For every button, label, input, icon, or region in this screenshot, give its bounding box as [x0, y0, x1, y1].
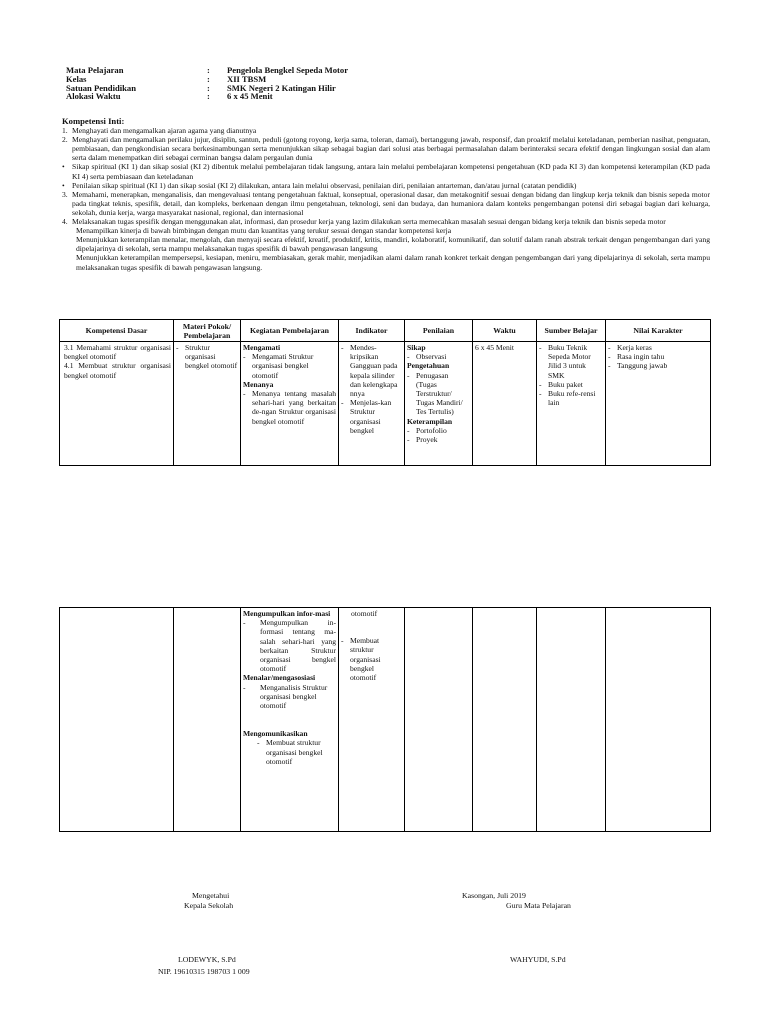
- cell-kd: [60, 342, 174, 466]
- list-item: [243, 618, 336, 673]
- kd-3-1: 3.1 Memahami struktur organisasi bengkel otomotif: [64, 343, 171, 362]
- activity-text: Menganalisis Struktur organisasi bengkel otomotif: [260, 682, 328, 711]
- ki-text: Menghayati dan mengamalkan perilaku jujur, disiplin, santun, peduli (gotong royong, kerja sama, toleran, damai), bertanggung jawab, responsif, dan proaktif melalui keteladanan, pemberian nasihat, penguatan, pembiasaan, dan pengkondisian secara berkesinambungan serta menunjukkan sikap sebagai bagian dari solusi atas berbagai permasalahan dalam berinteraksi secara efektif dengan lingkungan sosial dan alam serta dalam menempatkan diri sebagai cerminan bangsa dalam pergaulan dunia: [72, 135, 710, 163]
- list-item: [407, 352, 470, 361]
- dash-icon: -: [243, 682, 246, 692]
- info-colon: :: [207, 91, 210, 102]
- ki-item-4: [62, 217, 710, 226]
- cell-kegiatan: [241, 342, 339, 466]
- list-item: [243, 683, 336, 711]
- teacher-name-block: [510, 955, 566, 965]
- info-value: Pengelola Bengkel Sepeda Motor: [227, 65, 349, 75]
- signature-role: Guru Mata Pelajaran: [506, 901, 571, 910]
- info-value: 6 x 45 Menit: [227, 91, 273, 102]
- header-penilaian: Penilaian: [405, 320, 473, 342]
- lesson-plan-table-continued: [59, 607, 711, 832]
- principal-signature-block: [184, 891, 234, 911]
- bullet-icon: •: [62, 162, 65, 172]
- header-kompetensi-dasar: Kompetensi Dasar: [60, 320, 174, 342]
- cell-waktu: [473, 608, 537, 832]
- ki-text: Sikap spiritual (KI 1) dan sikap sosial (KI 2) dibentuk melalui pembelajaran tidak langsung, antara lain melalui pembelajaran kompetensi pengetahuan (KD pada KI 3) dan kompetensi keterampilan (KD pada KI 4) serta pembiasaan dan keteladanan: [72, 162, 710, 181]
- dash-icon: -: [407, 370, 410, 380]
- info-row-time: [66, 92, 348, 101]
- core-competencies: [62, 117, 710, 272]
- ki-item-3: [62, 190, 710, 217]
- info-value: XII TBSM: [227, 73, 267, 84]
- source-text: Buku paket: [548, 379, 583, 389]
- activity-heading: Menanya: [243, 379, 274, 389]
- ki-text: Menghayati dan mengamalkan ajaran agama yang dianutnya: [72, 126, 257, 136]
- subject-info: [66, 66, 348, 101]
- value-text: Tanggung jawab: [617, 361, 668, 371]
- list-item: [341, 398, 402, 435]
- cell-kegiatan: [241, 608, 339, 832]
- cell-materi: [174, 342, 241, 466]
- header-kegiatan: Kegiatan Pembelajaran: [241, 320, 339, 342]
- signature-role: Kepala Sekolah: [184, 901, 234, 910]
- cell-nilai: [606, 342, 711, 466]
- list-item: [608, 361, 708, 370]
- list-item: [539, 380, 603, 389]
- ki-number: 3.: [62, 189, 68, 199]
- dash-icon: -: [539, 389, 542, 399]
- dash-icon: -: [407, 425, 410, 435]
- assessment-text: Observasi: [416, 352, 447, 362]
- ki-bullet-1: [62, 162, 710, 180]
- teacher-signature-block: [462, 891, 571, 911]
- ki-paragraph-1: Menampilkan kinerja di bawah bimbingan dengan mutu dan kuantitas yang terukur sesuai dengan standar kompetensi kerja: [76, 226, 452, 236]
- cell-sumber: [537, 608, 606, 832]
- assessment-text: Penugasan (Tugas Terstruktur/ Tugas Mandiri/ Tes Tertulis): [416, 370, 463, 417]
- table-header-row: [60, 320, 711, 342]
- activity-heading: Mengumpulkan infor-masi: [243, 609, 331, 618]
- list-item: [341, 636, 402, 682]
- assessment-text: Portofolio: [416, 425, 447, 435]
- assessment-heading: Sikap: [407, 343, 426, 352]
- list-item: [341, 343, 402, 398]
- principal-nip-block: [158, 967, 250, 977]
- table-row: [60, 342, 711, 466]
- header-sumber: Sumber Belajar: [537, 320, 606, 342]
- ki-bullet-2: [62, 181, 710, 190]
- assessment-heading: Pengetahuan: [407, 361, 450, 371]
- principal-name-block: [178, 955, 236, 965]
- dash-icon: -: [608, 352, 611, 362]
- header-indikator: Indikator: [339, 320, 405, 342]
- dash-icon: -: [176, 343, 179, 352]
- activity-heading: Mengomunikasikan: [243, 729, 308, 739]
- dash-icon: -: [539, 343, 542, 352]
- ki-number: 2.: [62, 135, 68, 145]
- signature-place-date: Kasongan, Juli 2019: [462, 891, 526, 900]
- dash-icon: -: [257, 738, 260, 748]
- info-colon: :: [207, 65, 210, 75]
- info-colon: :: [207, 82, 210, 93]
- cell-penilaian: [405, 342, 473, 466]
- list-item: [407, 426, 470, 435]
- cell-penilaian: [405, 608, 473, 832]
- dash-icon: -: [608, 343, 611, 352]
- cell-waktu: 6 x 45 Menit: [473, 342, 537, 466]
- dash-icon: -: [407, 435, 410, 445]
- dash-icon: -: [341, 398, 344, 408]
- indicator-text: Menjelas-kan Struktur organisasi bengkel: [350, 398, 392, 435]
- activity-text: Mengumpulkan in-formasi tentang ma-salah sehari-hari yang berkaitan Struktur organisasi bengkel otomotif: [260, 618, 336, 674]
- teacher-name: WAHYUDI, S.Pd: [510, 955, 566, 964]
- cell-kd: [60, 608, 174, 832]
- indicator-text: otomotif: [351, 609, 378, 618]
- info-label: Mata Pelajaran: [66, 65, 124, 75]
- value-text: Rasa ingin tahu: [617, 352, 665, 362]
- info-label: Kelas: [66, 73, 87, 84]
- list-item: [539, 389, 603, 407]
- source-text: Buku Teknik Sepeda Motor Jilid 3 untuk SMK: [548, 343, 591, 380]
- header-materi: Materi Pokok/ Pembelajaran: [174, 320, 241, 342]
- principal-name: LODEWYK, S.Pd: [178, 955, 236, 964]
- indicator-text: Mendes-kripsikan Gangguan pada kepala silinder dan kelengkapa nnya: [350, 343, 398, 399]
- ki-item-1: [62, 126, 710, 135]
- list-item: [608, 343, 708, 352]
- spacer: [341, 618, 402, 636]
- dash-icon: -: [608, 361, 611, 371]
- cell-sumber: [537, 342, 606, 466]
- cell-nilai: [606, 608, 711, 832]
- dash-icon: -: [341, 636, 344, 646]
- ki-number: 1.: [62, 126, 68, 136]
- dash-icon: -: [341, 343, 344, 352]
- activity-heading: Menalar/mengasosiasi: [243, 673, 316, 683]
- ki-title: Kompetensi Inti:: [62, 116, 125, 126]
- indicator-text: Membuat struktur organisasi bengkel otomotif: [350, 636, 381, 683]
- activity-heading: Mengamati: [243, 343, 281, 352]
- list-item: [243, 738, 336, 766]
- info-label: Alokasi Waktu: [66, 91, 121, 102]
- list-item: [176, 343, 238, 371]
- list-item: [407, 435, 470, 444]
- lesson-plan-table: [59, 319, 711, 466]
- table-row: [60, 608, 711, 832]
- list-item: [243, 352, 336, 380]
- header-waktu: Waktu: [473, 320, 537, 342]
- ki-paragraph-3: Menunjukkan keterampilan mempersepsi, kesiapan, meniru, membiasakan, gerak mahir, menjadikan alami dalam ranah konkret terkait dengan pengembangan dari yang dipelajarinya di sekolah, serta mampu melaksanakan tugas spesifik di bawah pengawasan langsung.: [76, 253, 710, 272]
- info-colon: :: [207, 73, 210, 84]
- assessment-text: Proyek: [416, 435, 438, 445]
- ki-text: Melaksanakan tugas spesifik dengan menggunakan alat, informasi, dan prosedur kerja yang lazim dilakukan serta memecahkan masalah sesuai dengan bidang kerja teknik dan bisnis sepeda motor: [72, 217, 666, 227]
- cell-indikator: [339, 342, 405, 466]
- bullet-icon: •: [62, 180, 65, 190]
- spacer: [243, 710, 336, 729]
- dash-icon: -: [539, 379, 542, 389]
- cell-indikator: [339, 608, 405, 832]
- cell-materi: [174, 608, 241, 832]
- ki-paragraph-2: Menunjukkan keterampilan menalar, mengolah, dan menyaji secara efektif, kreatif, produktif, kritis, mandiri, kolaboratif, komunikatif, dan solutif dalam ranah abstrak terkait dengan pengembangan dari yang dipelajarinya di sekolah, serta mampu melaksanakan tugas spesifik di bawah pengawasan langsung: [76, 235, 710, 254]
- info-value: SMK Negeri 2 Katingan Hilir: [227, 82, 336, 93]
- dash-icon: -: [243, 389, 246, 399]
- list-item: [539, 343, 603, 380]
- dash-icon: -: [407, 352, 410, 362]
- list-item: [608, 352, 708, 361]
- ki-item-2: [62, 135, 710, 162]
- list-item: [243, 389, 336, 426]
- header-nilai: Nilai Karakter: [606, 320, 711, 342]
- activity-text: Menanya tentang masalah sehari-hari yang berkaitan de-ngan Struktur organisasi bengkel otomotif: [252, 389, 336, 426]
- source-text: Buku refe-rensi lain: [548, 389, 596, 408]
- list-item: [407, 371, 470, 417]
- value-text: Kerja keras: [617, 343, 652, 352]
- principal-nip: NIP. 19610315 198703 1 009: [158, 967, 250, 976]
- dash-icon: -: [243, 352, 246, 362]
- info-label: Satuan Pendidikan: [66, 82, 136, 93]
- ki-text: Memahami, menerapkan, menganalisis, dan mengevaluasi tentang pengetahuan faktual, konseptual, operasional dasar, dan metakognitif sesuai dengan bidang dan lingkup kerja teknik dan bisnis sepeda motor pada tingkat teknis, spesifik, detail, dan kompleks, berkenaan dengan ilmu pengetahuan, teknologi, seni dan budaya, dan humaniora dalam konteks pengembangan potensi diri sebagai bagian dari keluarga, sekolah, dunia kerja, warga masyarakat nasional, regional, dan internasional: [72, 189, 710, 217]
- assessment-heading: Keterampilan: [407, 416, 453, 426]
- activity-text: Membuat struktur organisasi bengkel otomotif: [266, 738, 323, 766]
- materi-text: Struktur organisasi bengkel otomotif: [185, 343, 238, 371]
- dash-icon: -: [243, 618, 246, 628]
- activity-text: Mengamati Struktur organisasi bengkel otomotif: [252, 352, 314, 380]
- signature-label: Mengetahui: [192, 891, 230, 900]
- ki-text: Penilaian sikap spiritual (KI 1) dan sikap sosial (KI 2) dilakukan, antara lain melalui observasi, penilaian diri, penilaian antarteman, dan/atau jurnal (catatan pendidik): [72, 180, 577, 190]
- ki-number: 4.: [62, 217, 68, 227]
- kd-4-1: 4.1 Membuat struktur organisasi bengkel otomotif: [64, 361, 171, 380]
